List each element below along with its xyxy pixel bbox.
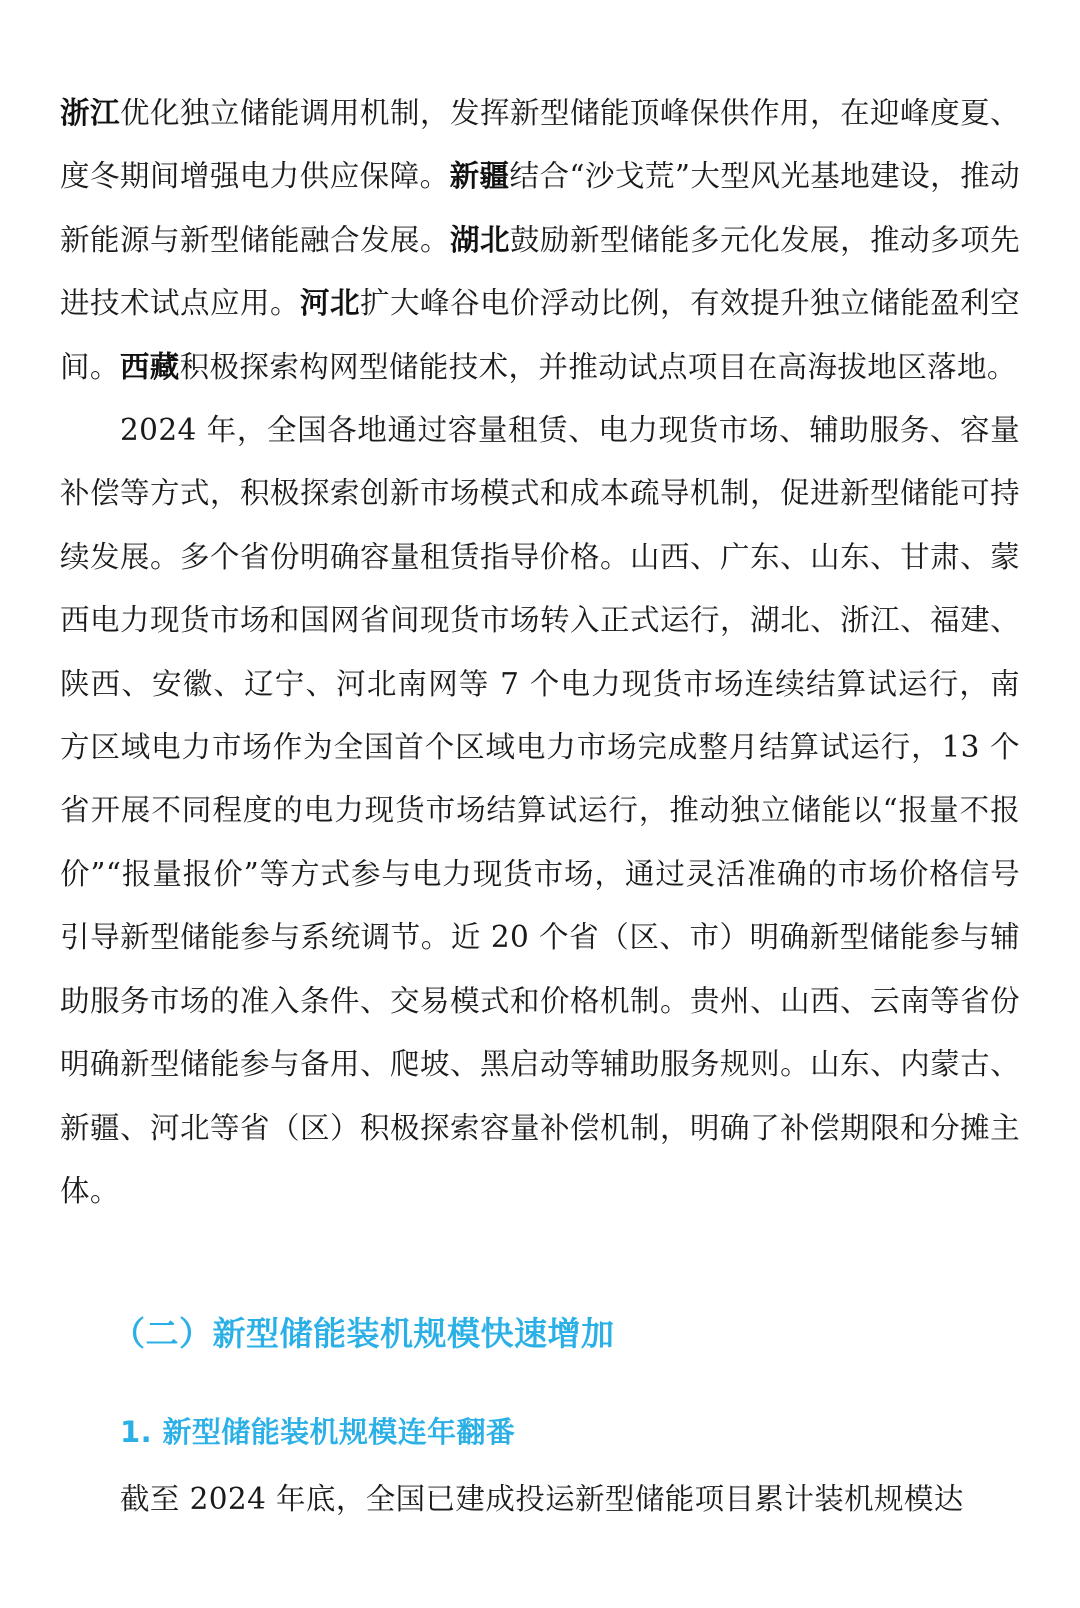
paragraph-installed-capacity: 截至 2024 年底，全国已建成投运新型储能项目累计装机规模达: [120, 1482, 964, 1516]
keyword-xizang: 西藏: [119, 349, 180, 384]
keyword-hebei: 河北: [300, 286, 361, 321]
paragraph-provincial-measures: [60, 82, 1020, 399]
document-body: [60, 82, 1020, 1223]
text-xinjiang: 结合“沙戈荒”大型风光基地建设，推动新能源与新型储能融合发展。: [60, 159, 1020, 257]
text-zhejiang: 优化独立储能调用机制，发挥新型储能顶峰保供作用，在迎峰度夏、度冬期间增强电力供应保障。: [60, 96, 1020, 194]
paragraph-market-mechanisms: 2024 年，全国各地通过容量租赁、电力现货市场、辅助服务、容量补偿等方式，积极探索创新市场模式和成本疏导机制，促进新型储能可持续发展。多个省份明确容量租赁指导价格。山西、广东、山东、甘肃、蒙西电力现货市场和国网省间现货市场转入正式运行，湖北、浙江、福建、陕西、安徽、辽宁、河北南网等 7 个电力现货市场连续结算试运行，南方区域电力市场作为全国首个区域电力市场完成整月结算试运行，13 个省开展不同程度的电力现货市场结算试运行，推动独立储能以“报量不报价”“报量报价”等方式参与电力现货市场，通过灵活准确的市场价格信号引导新型储能参与系统调节。近 20 个省（区、市）明确新型储能参与辅助服务市场的准入条件、交易模式和价格机制。贵州、山西、云南等省份明确新型储能参与备用、爬坡、黑启动等辅助服务规则。山东、内蒙古、新疆、河北等省（区）积极探索容量补偿机制，明确了补偿期限和分摊主体。: [60, 413, 1020, 1208]
section-heading: （二）新型储能装机规模快速增加: [112, 1314, 615, 1353]
text-xizang: 积极探索构网型储能技术，并推动试点项目在高海拔地区落地。: [179, 349, 1017, 384]
keyword-hubei: 湖北: [450, 222, 511, 257]
text-hubei: 鼓励新型储能多元化发展，推动多项先进技术试点应用。: [60, 222, 1020, 321]
subsection-heading: 1. 新型储能装机规模连年翻番: [120, 1415, 516, 1449]
text-hebei: 扩大峰谷电价浮动比例，有效提升独立储能盈利空间。: [60, 286, 1020, 384]
keyword-xinjiang: 新疆: [449, 159, 510, 194]
keyword-zhejiang: 浙江: [60, 96, 121, 130]
